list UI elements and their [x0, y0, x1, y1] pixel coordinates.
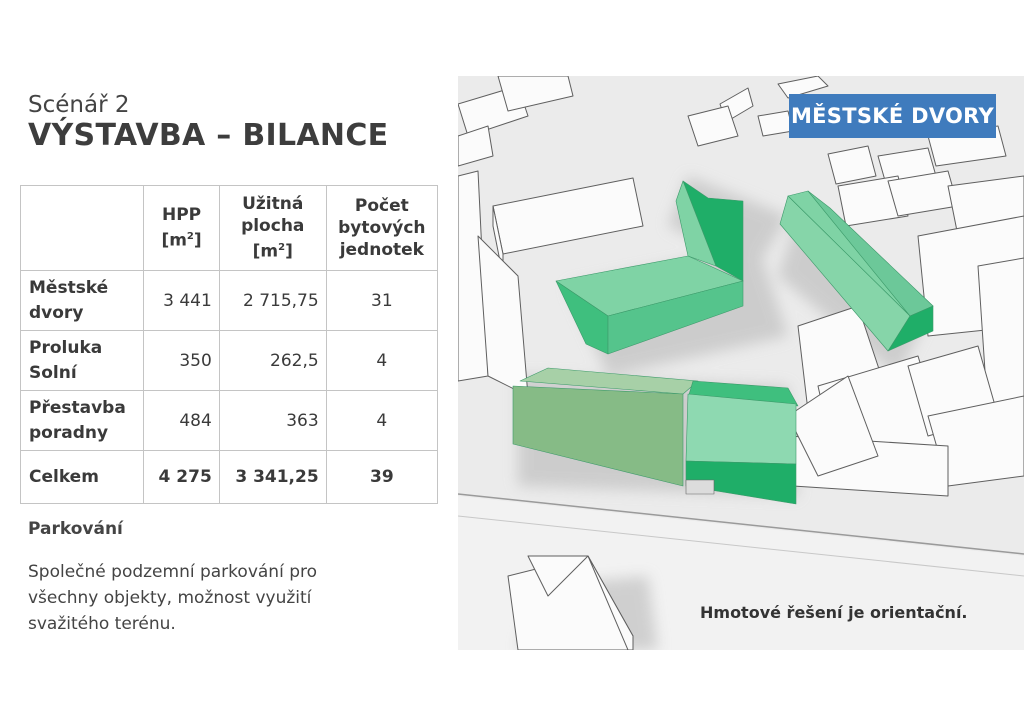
header-uzitna-plocha	[219, 186, 326, 271]
row-name-line1: Městské	[29, 277, 109, 298]
row-hpp: 484	[144, 391, 219, 451]
parking-text: Společné podzemní parkování pro všechny objekty, možnost využití svažitého terénu.	[28, 562, 317, 634]
entrance-opening	[686, 480, 714, 494]
table-row	[21, 391, 438, 451]
header-hpp-unit-end: ]	[193, 230, 202, 251]
row-uzitna: 262,5	[219, 331, 326, 391]
header-pocet-line2: bytových	[338, 218, 426, 238]
parking-heading: Parkování	[28, 519, 123, 539]
header-hpp-sup: 2	[186, 231, 194, 243]
row-name	[21, 331, 144, 391]
scenario-subtitle: Scénář 2	[28, 92, 130, 118]
row-hpp: 350	[144, 331, 219, 391]
total-hpp: 4 275	[144, 451, 219, 504]
table-row	[21, 331, 438, 391]
table-total-row	[21, 451, 438, 504]
row-name-line1: Proluka	[29, 337, 103, 358]
total-pocet: 39	[326, 451, 437, 504]
massing-model-image	[458, 76, 1024, 650]
header-hpp-unit: [m	[161, 230, 187, 251]
row-name-line2: Solní	[29, 362, 77, 383]
table-row	[21, 271, 438, 331]
bilance-table	[20, 185, 438, 504]
proposed-building-bottom-right-top	[686, 394, 796, 464]
row-name-line2: poradny	[29, 422, 109, 443]
row-name-line2: dvory	[29, 302, 84, 323]
row-hpp: 3 441	[144, 271, 219, 331]
location-badge: MĚSTSKÉ DVORY	[789, 94, 996, 138]
header-empty-cell	[21, 186, 144, 271]
total-uzitna: 3 341,25	[219, 451, 326, 504]
header-uzitna-line1: Užitná	[242, 194, 304, 215]
header-hpp-label: HPP	[161, 205, 202, 226]
header-pocet-line1: Počet	[354, 196, 409, 216]
total-name: Celkem	[21, 451, 144, 504]
header-uzitna-line2: plocha	[241, 216, 305, 237]
row-uzitna: 363	[219, 391, 326, 451]
row-name	[21, 271, 144, 331]
header-pocet-line3: jednotek	[339, 240, 424, 260]
row-name-line1: Přestavba	[29, 397, 126, 418]
header-hpp	[144, 186, 219, 271]
row-name	[21, 391, 144, 451]
header-uzitna-unit: [m	[252, 241, 279, 262]
page-title: VÝSTAVBA – BILANCE	[28, 118, 389, 153]
header-uzitna-sup: 2	[278, 242, 286, 254]
disclaimer-note: Hmotové řešení je orientační.	[700, 603, 968, 622]
table-header-row	[21, 186, 438, 271]
header-uzitna-unit-end: ]	[285, 241, 293, 262]
row-pocet: 4	[326, 391, 437, 451]
row-pocet: 4	[326, 331, 437, 391]
row-uzitna: 2 715,75	[219, 271, 326, 331]
massing-model-svg	[458, 76, 1024, 650]
header-pocet-jednotek	[326, 186, 437, 271]
row-pocet: 31	[326, 271, 437, 331]
